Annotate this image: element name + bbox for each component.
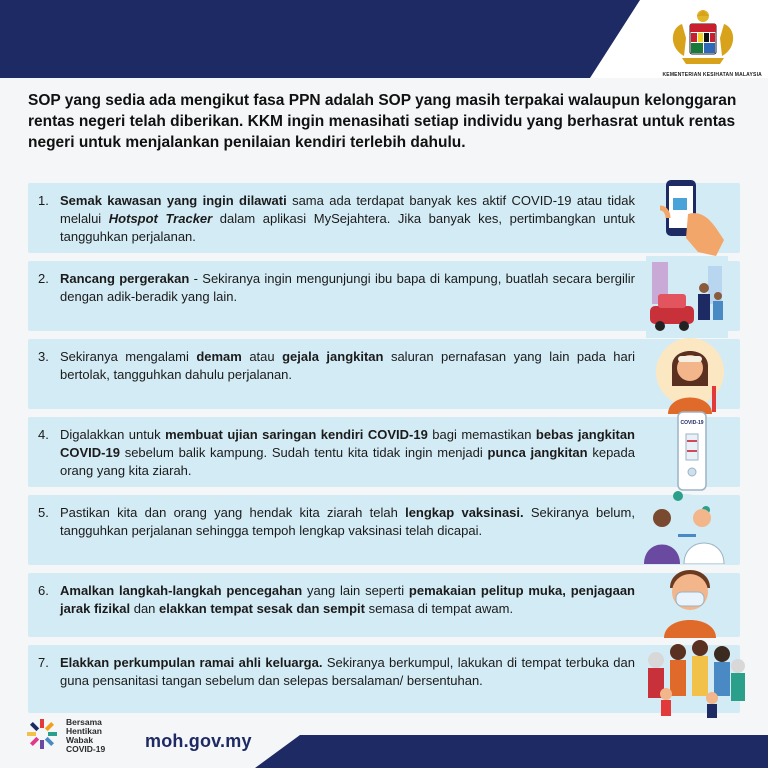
test-kit-label: COVID-19 — [680, 420, 704, 426]
vaccination-icon — [636, 488, 726, 564]
item-text-emphasis: Semak kawasan yang ingin dilawati — [60, 193, 287, 208]
item-number: 6. — [38, 583, 49, 598]
item-text-emphasis: Hotspot Tracker — [108, 211, 213, 226]
item-text-segment: atau — [241, 349, 283, 364]
item-number: 7. — [38, 655, 49, 670]
item-text-emphasis: Elakkan perkumpulan ramai ahli keluarga. — [60, 655, 323, 670]
item-text-segment: Sekiranya belum, tangguhkan perjalanan sehingga tempoh lengkap vaksinasi telah dicapai. — [60, 505, 635, 538]
masked-man-icon — [660, 562, 720, 638]
item-text-segment: sama ada terdapat banyak kes aktif COVID-19 atau tidak melalui — [60, 193, 635, 226]
list-item — [28, 261, 740, 331]
item-text-segment: bagi memastikan — [427, 427, 536, 442]
item-text-segment: Sekiranya berkumpul, lakukan di tempat terbuka dan guna pensanitasi tangan sebelum dan selepas bersalaman/ bersentuhan. — [60, 655, 636, 688]
family-gathering-icon — [636, 628, 748, 718]
item-text-emphasis: pemakaian pelitup muka, penjagaan jarak fizikal — [60, 583, 635, 616]
item-text — [60, 348, 635, 384]
list-item — [28, 183, 740, 253]
item-text-segment: Sekiranya mengalami — [60, 349, 197, 364]
sick-woman-fever-icon — [654, 336, 728, 414]
family-car-travel-icon — [646, 256, 728, 338]
item-text — [60, 270, 635, 306]
item-text-segment: sebelum balik kampung. Sudah tentu kita tidak ingin menjadi — [119, 445, 488, 460]
item-number: 4. — [38, 427, 49, 442]
item-text-emphasis: lengkap vaksinasi. — [405, 505, 524, 520]
item-text — [60, 654, 635, 690]
list-item — [28, 645, 740, 713]
item-text-segment: yang lain seperti — [302, 583, 409, 598]
item-text — [60, 426, 635, 480]
item-text-segment: saluran pernafasan yang lain pada hari bertolak, tangguhkan dahulu perjalanan. — [60, 349, 635, 382]
campaign-slogan — [66, 718, 105, 754]
intro-paragraph: SOP yang sedia ada mengikut fasa PPN adalah SOP yang masih terpakai walaupun kelonggaran rentas negeri telah diberikan. KKM ingin menasihati setiap individu yang berhasrat untuk rentas negeri untuk menjalankan penilaian kendiri terlebih dahulu. — [28, 92, 737, 151]
item-text-segment: Digalakkan untuk — [60, 427, 166, 442]
item-text-segment: Pastikan kita dan orang yang hendak kita ziarah telah — [60, 505, 406, 520]
phone-in-hand-icon — [658, 178, 726, 256]
item-text-emphasis: membuat ujian saringan kendiri COVID-19 — [165, 427, 428, 442]
item-text-segment: kepada orang yang kita ziarah. — [60, 445, 635, 478]
list-item — [28, 417, 740, 487]
list-item — [28, 573, 740, 637]
malaysia-crest-icon — [664, 8, 742, 68]
item-text-segment: semasa di tempat awam. — [364, 601, 514, 616]
item-text-emphasis: elakkan tempat sesak dan sempit — [159, 601, 365, 616]
slogan-line: Wabak — [66, 735, 94, 745]
list-item — [28, 339, 740, 409]
bottom-banner — [255, 735, 768, 768]
item-text-segment: - Sekiranya ingin mengunjungi ibu bapa di kampung, buatlah secara bergilir dengan adik-beradik yang lain. — [60, 271, 635, 304]
item-number: 3. — [38, 349, 49, 364]
test-kit-icon — [672, 410, 712, 492]
ministry-caption: KEMENTERIAN KESIHATAN MALAYSIA — [662, 72, 762, 78]
slogan-line: Hentikan — [66, 726, 102, 736]
item-text-segment: dalam aplikasi MySejahtera. Jika banyak kes, pertimbangkan untuk tangguhkan perjalanan. — [60, 211, 635, 244]
item-text-emphasis: gejala jangkitan — [282, 349, 384, 364]
item-number: 2. — [38, 271, 49, 286]
list-item — [28, 495, 740, 565]
item-number: 5. — [38, 505, 49, 520]
item-text-emphasis: demam — [196, 349, 242, 364]
item-text-emphasis: punca jangkitan — [487, 445, 588, 460]
slogan-line: COVID-19 — [66, 744, 106, 754]
campaign-logo-icon — [26, 718, 58, 750]
item-number: 1. — [38, 193, 49, 208]
item-text — [60, 582, 635, 618]
slogan-line: Bersama — [66, 717, 102, 727]
item-text-emphasis: bebas jangkitan COVID-19 — [60, 427, 635, 460]
item-text-emphasis: Rancang pergerakan — [60, 271, 190, 286]
item-text — [60, 192, 635, 246]
item-text-emphasis: Amalkan langkah-langkah pencegahan — [60, 583, 303, 598]
item-text — [60, 504, 635, 540]
website-link[interactable]: moh.gov.my — [145, 731, 252, 751]
item-text-segment: dan — [130, 601, 160, 616]
